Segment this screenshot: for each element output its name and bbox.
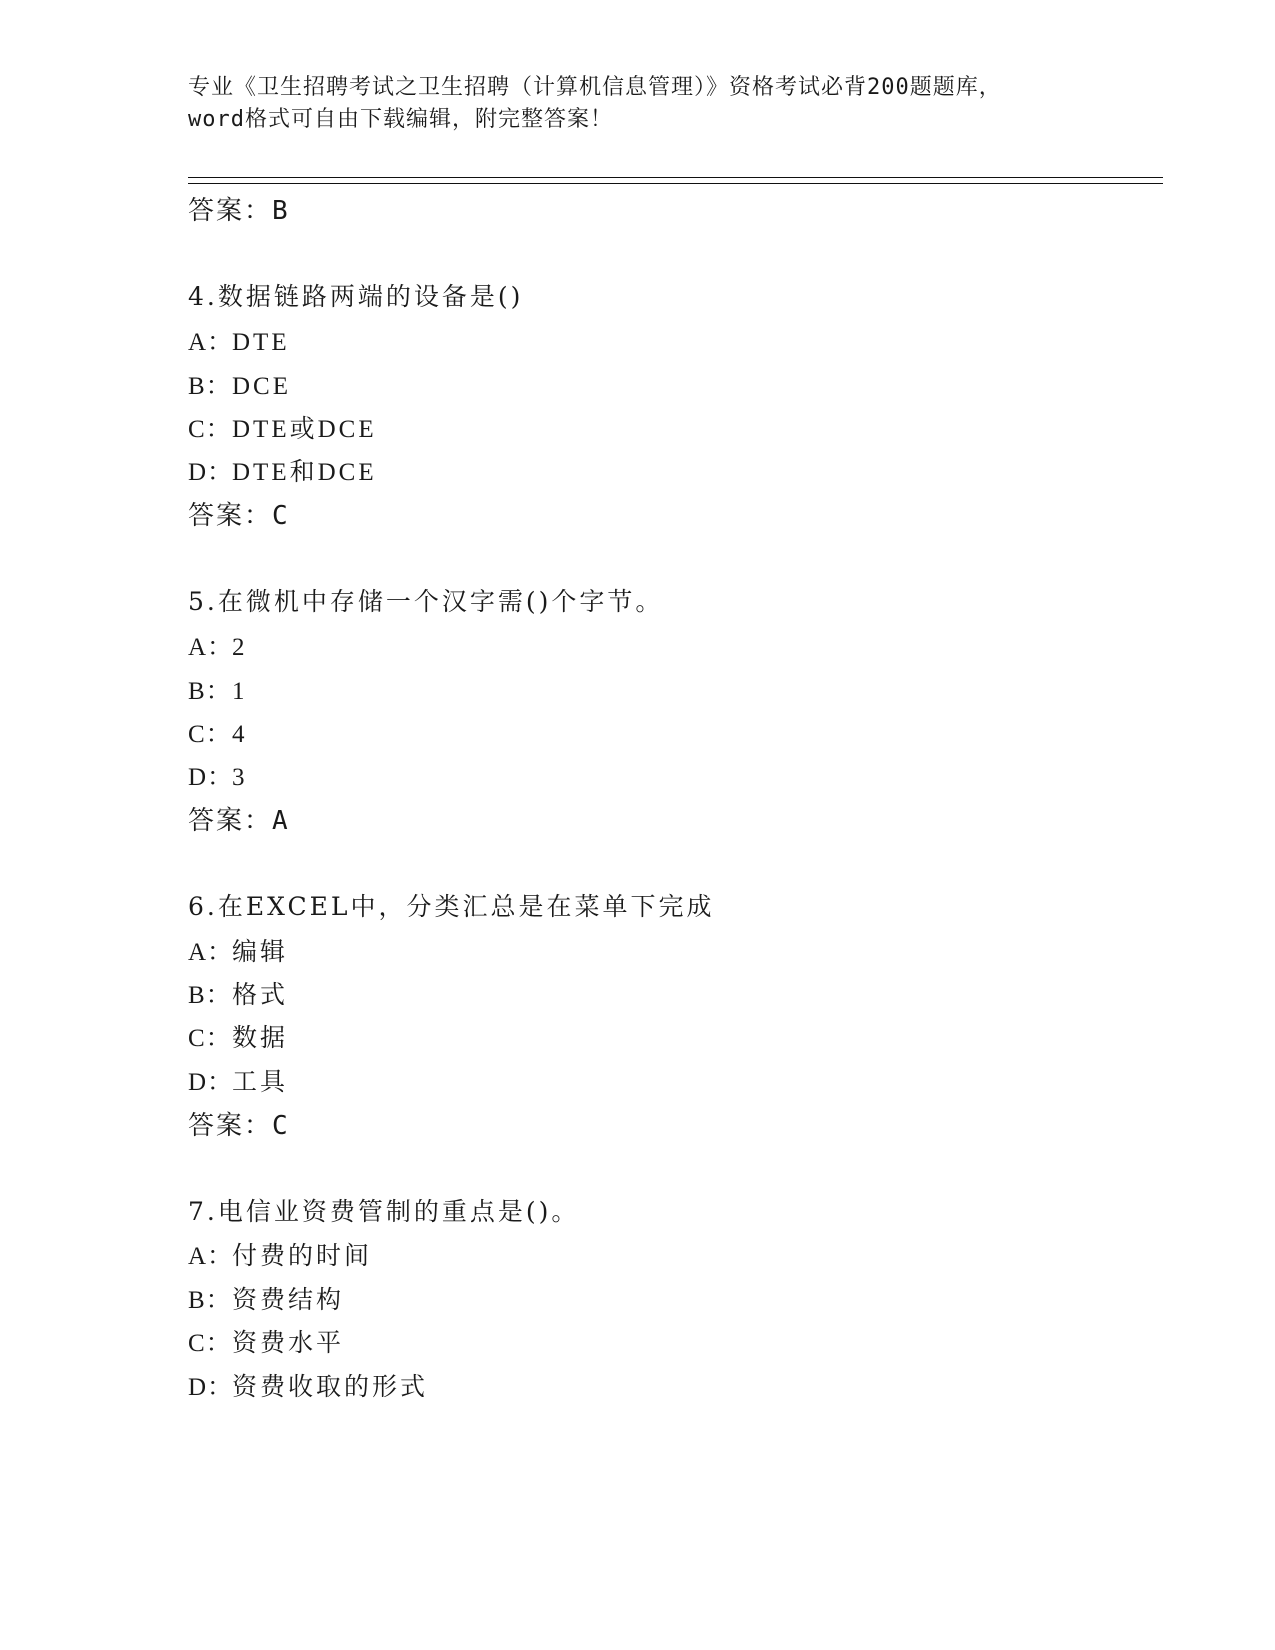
option-c <box>188 1323 344 1359</box>
option-letter: B： <box>188 982 232 1009</box>
header-divider-top <box>188 177 1163 178</box>
option-b <box>188 975 288 1011</box>
option-letter: D： <box>188 1069 234 1096</box>
option-letter: C： <box>188 721 232 748</box>
option-letter: B： <box>188 678 232 705</box>
option-a <box>188 322 290 358</box>
option-text: DTE和DCE <box>232 459 377 486</box>
option-text: DTE <box>232 329 290 356</box>
option-b <box>188 1280 344 1316</box>
option-letter: B： <box>188 373 232 400</box>
answer: 答案：A <box>188 806 290 836</box>
option-text: 资费水平 <box>232 1330 345 1357</box>
option-text: 付费的时间 <box>232 1243 373 1270</box>
document-header <box>188 72 1108 136</box>
option-letter: C： <box>188 416 232 443</box>
option-text: 1 <box>232 678 248 705</box>
option-text: 编辑 <box>232 939 289 966</box>
option-letter: D： <box>188 764 234 791</box>
option-letter: D： <box>188 1374 234 1401</box>
option-text: DCE <box>232 373 291 400</box>
option-a <box>188 627 248 663</box>
option-letter: D： <box>188 459 234 486</box>
header-divider-bottom <box>188 183 1163 184</box>
answer: 答案：C <box>188 1111 290 1141</box>
option-d <box>188 757 248 793</box>
option-text: 数据 <box>232 1025 289 1052</box>
option-text: 2 <box>232 634 248 661</box>
question-text: 4.数据链路两端的设备是() <box>188 282 524 311</box>
option-letter: C： <box>188 1330 232 1357</box>
option-letter: B： <box>188 1287 232 1314</box>
option-a <box>188 1236 372 1272</box>
previous-answer: 答案：B <box>188 196 290 226</box>
question-text: 6.在EXCEL中，分类汇总是在菜单下完成 <box>188 892 715 921</box>
option-text: DTE或DCE <box>232 416 377 443</box>
option-text: 格式 <box>232 982 289 1009</box>
option-d <box>188 452 377 488</box>
option-text: 资费结构 <box>232 1287 345 1314</box>
option-text: 工具 <box>232 1069 289 1096</box>
option-text: 资费收取的形式 <box>232 1374 429 1401</box>
option-c <box>188 1018 288 1054</box>
option-d <box>188 1062 288 1098</box>
option-letter: A： <box>188 939 234 966</box>
option-a <box>188 932 288 968</box>
option-text: 4 <box>232 721 248 748</box>
option-b <box>188 671 248 707</box>
option-b <box>188 366 291 402</box>
option-c <box>188 714 248 750</box>
option-letter: C： <box>188 1025 232 1052</box>
option-letter: A： <box>188 1243 234 1270</box>
option-c <box>188 409 377 445</box>
option-text: 3 <box>232 764 248 791</box>
option-d <box>188 1367 428 1403</box>
option-letter: A： <box>188 329 234 356</box>
option-letter: A： <box>188 634 234 661</box>
question-text: 5.在微机中存储一个汉字需()个字节。 <box>188 587 664 616</box>
header-line-1: 专业《卫生招聘考试之卫生招聘（计算机信息管理）》资格考试必背200题题库， <box>188 75 1002 100</box>
header-line-2: word格式可自由下载编辑，附完整答案！ <box>188 107 613 132</box>
answer: 答案：C <box>188 501 290 531</box>
question-text: 7.电信业资费管制的重点是()。 <box>188 1197 580 1226</box>
